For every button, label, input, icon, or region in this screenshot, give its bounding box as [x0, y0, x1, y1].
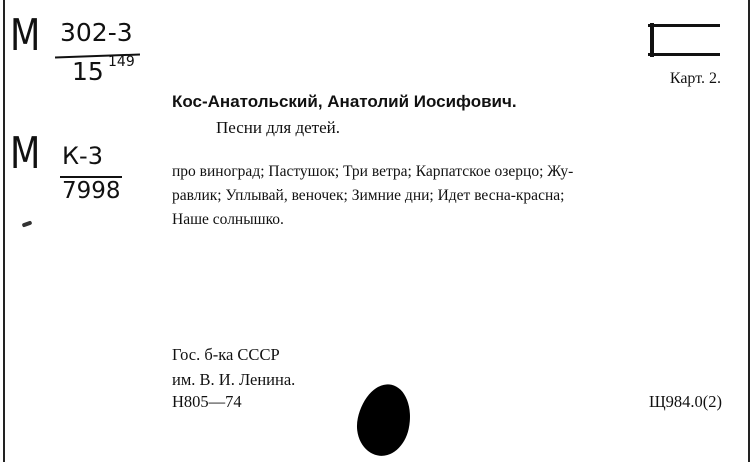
shelfmark-2-denominator: 7998 — [62, 178, 121, 204]
shelfmark-2-letter: М — [10, 128, 41, 179]
contents-line: равлик; Уплывай, веночек; Зимние дни; Идет весна-красна; — [172, 187, 565, 204]
catalog-code: Щ984.0(2) — [648, 392, 722, 411]
contents-line: Наше солнышко. — [172, 211, 284, 228]
stamp-mark — [648, 24, 720, 56]
shelfmark-2-number: К-3 — [62, 142, 103, 170]
ink-mark — [22, 220, 33, 227]
contents-note — [172, 160, 722, 232]
card-number: Карт. 2. — [669, 70, 721, 87]
library-name: Гос. б-ка СССР — [172, 345, 280, 364]
contents-line: про виноград; Пастушок; Три ветра; Карпатское озерцо; Жу- — [172, 163, 574, 180]
punch-hole — [351, 379, 417, 460]
library-name-cont: им. В. И. Ленина. — [172, 370, 296, 389]
shelfmark-1-denominator: 15 — [72, 57, 104, 86]
card-left-edge — [3, 0, 5, 462]
shelfmark-1-letter: М — [10, 10, 41, 61]
shelfmark-1-superscript: 149 — [108, 54, 135, 70]
shelfmark-1-number: 302-3 — [60, 18, 133, 47]
author-heading: Кос-Анатольский, Анатолий Иосифович. — [172, 92, 517, 111]
card-print-number: Н805—74 — [172, 392, 242, 411]
work-title: Песни для детей. — [216, 118, 340, 137]
